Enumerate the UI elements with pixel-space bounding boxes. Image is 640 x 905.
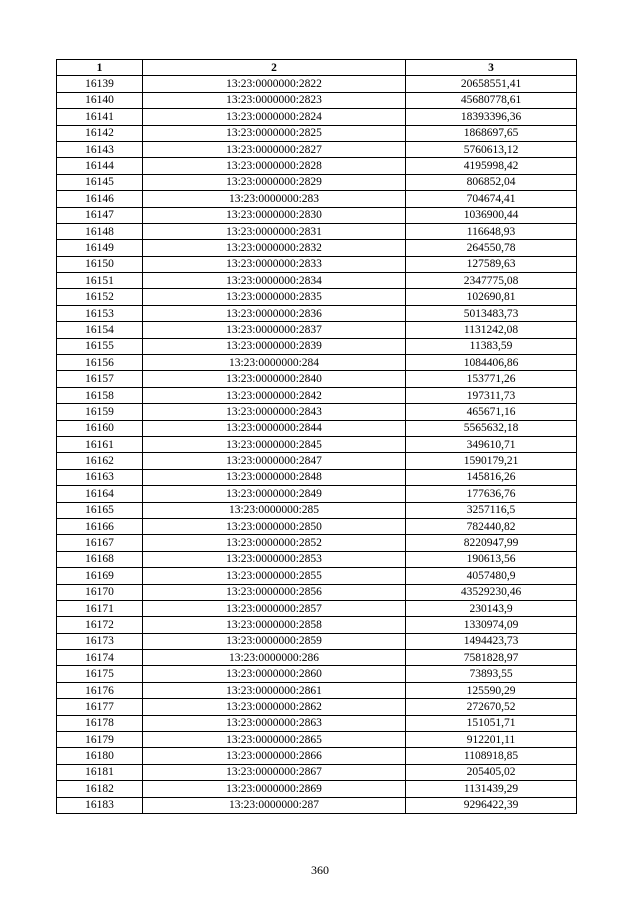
cadastral-number-cell: 13:23:0000000:2853 (143, 551, 406, 567)
value-cell: 1494423,73 (406, 633, 577, 649)
table-row (57, 518, 577, 534)
cadastral-number-cell: 13:23:0000000:2848 (143, 469, 406, 485)
cadastral-number-cell: 13:23:0000000:2842 (143, 387, 406, 403)
table-row (57, 92, 577, 108)
cadastral-number-cell: 13:23:0000000:2839 (143, 338, 406, 354)
value-cell: 5760613,12 (406, 141, 577, 157)
row-number-cell: 16155 (57, 338, 143, 354)
row-number-cell: 16151 (57, 273, 143, 289)
value-cell: 153771,26 (406, 371, 577, 387)
value-cell: 5565632,18 (406, 420, 577, 436)
value-cell: 7581828,97 (406, 650, 577, 666)
table-row (57, 650, 577, 666)
row-number-cell: 16182 (57, 781, 143, 797)
cadastral-number-cell: 13:23:0000000:2836 (143, 305, 406, 321)
value-cell: 5013483,73 (406, 305, 577, 321)
cadastral-number-cell: 13:23:0000000:2840 (143, 371, 406, 387)
value-cell: 1330974,09 (406, 617, 577, 633)
value-cell: 1131242,08 (406, 322, 577, 338)
row-number-cell: 16169 (57, 568, 143, 584)
cadastral-number-cell: 13:23:0000000:2863 (143, 715, 406, 731)
cadastral-number-cell: 13:23:0000000:2860 (143, 666, 406, 682)
row-number-cell: 16145 (57, 174, 143, 190)
table-row (57, 666, 577, 682)
value-cell: 1590179,21 (406, 453, 577, 469)
table-row (57, 781, 577, 797)
value-cell: 116648,93 (406, 223, 577, 239)
row-number-cell: 16171 (57, 600, 143, 616)
table-row (57, 76, 577, 92)
value-cell: 912201,11 (406, 732, 577, 748)
cadastral-number-cell: 13:23:0000000:2850 (143, 518, 406, 534)
table-row (57, 600, 577, 616)
table-row (57, 535, 577, 551)
row-number-cell: 16181 (57, 764, 143, 780)
row-number-cell: 16176 (57, 682, 143, 698)
value-cell: 2347775,08 (406, 273, 577, 289)
row-number-cell: 16170 (57, 584, 143, 600)
cadastral-number-cell: 13:23:0000000:2867 (143, 764, 406, 780)
table-row (57, 256, 577, 272)
row-number-cell: 16179 (57, 732, 143, 748)
row-number-cell: 16152 (57, 289, 143, 305)
value-cell: 20658551,41 (406, 76, 577, 92)
cadastral-number-cell: 13:23:0000000:2856 (143, 584, 406, 600)
value-cell: 45680778,61 (406, 92, 577, 108)
row-number-cell: 16146 (57, 191, 143, 207)
cadastral-number-cell: 13:23:0000000:2869 (143, 781, 406, 797)
value-cell: 806852,04 (406, 174, 577, 190)
header-row (57, 60, 577, 76)
row-number-cell: 16139 (57, 76, 143, 92)
column-header-1: 1 (57, 60, 143, 76)
value-cell: 11383,59 (406, 338, 577, 354)
row-number-cell: 16183 (57, 797, 143, 813)
cadastral-number-cell: 13:23:0000000:2822 (143, 76, 406, 92)
value-cell: 1108918,85 (406, 748, 577, 764)
value-cell: 145816,26 (406, 469, 577, 485)
value-cell: 465671,16 (406, 404, 577, 420)
cadastral-number-cell: 13:23:0000000:2835 (143, 289, 406, 305)
value-cell: 1131439,29 (406, 781, 577, 797)
table-row (57, 715, 577, 731)
table-row (57, 732, 577, 748)
value-cell: 264550,78 (406, 240, 577, 256)
column-header-2: 2 (143, 60, 406, 76)
row-number-cell: 16148 (57, 223, 143, 239)
table-row (57, 109, 577, 125)
table-row (57, 240, 577, 256)
row-number-cell: 16174 (57, 650, 143, 666)
cadastral-number-cell: 13:23:0000000:2827 (143, 141, 406, 157)
row-number-cell: 16178 (57, 715, 143, 731)
value-cell: 1084406,86 (406, 355, 577, 371)
cadastral-number-cell: 13:23:0000000:2825 (143, 125, 406, 141)
value-cell: 3257116,5 (406, 502, 577, 518)
row-number-cell: 16180 (57, 748, 143, 764)
cadastral-number-cell: 13:23:0000000:2824 (143, 109, 406, 125)
cadastral-number-cell: 13:23:0000000:2862 (143, 699, 406, 715)
table-body (57, 76, 577, 814)
cadastral-number-cell: 13:23:0000000:2866 (143, 748, 406, 764)
data-table (56, 59, 577, 814)
cadastral-number-cell: 13:23:0000000:2829 (143, 174, 406, 190)
table-row (57, 551, 577, 567)
table-row (57, 305, 577, 321)
value-cell: 9296422,39 (406, 797, 577, 813)
row-number-cell: 16157 (57, 371, 143, 387)
table-row (57, 404, 577, 420)
table-row (57, 748, 577, 764)
cadastral-number-cell: 13:23:0000000:2861 (143, 682, 406, 698)
row-number-cell: 16143 (57, 141, 143, 157)
table-row (57, 420, 577, 436)
row-number-cell: 16147 (57, 207, 143, 223)
row-number-cell: 16166 (57, 518, 143, 534)
row-number-cell: 16161 (57, 436, 143, 452)
value-cell: 8220947,99 (406, 535, 577, 551)
value-cell: 4057480,9 (406, 568, 577, 584)
cadastral-number-cell: 13:23:0000000:2837 (143, 322, 406, 338)
value-cell: 43529230,46 (406, 584, 577, 600)
cadastral-number-cell: 13:23:0000000:2849 (143, 486, 406, 502)
value-cell: 102690,81 (406, 289, 577, 305)
table-row (57, 436, 577, 452)
table-row (57, 371, 577, 387)
row-number-cell: 16168 (57, 551, 143, 567)
table-row (57, 469, 577, 485)
row-number-cell: 16149 (57, 240, 143, 256)
cadastral-number-cell: 13:23:0000000:2834 (143, 273, 406, 289)
value-cell: 272670,52 (406, 699, 577, 715)
cadastral-number-cell: 13:23:0000000:286 (143, 650, 406, 666)
table-row (57, 584, 577, 600)
table-row (57, 191, 577, 207)
row-number-cell: 16159 (57, 404, 143, 420)
row-number-cell: 16172 (57, 617, 143, 633)
table-row (57, 141, 577, 157)
table-row (57, 125, 577, 141)
table-row (57, 453, 577, 469)
cadastral-number-cell: 13:23:0000000:2857 (143, 600, 406, 616)
value-cell: 205405,02 (406, 764, 577, 780)
row-number-cell: 16173 (57, 633, 143, 649)
table-row (57, 273, 577, 289)
cadastral-number-cell: 13:23:0000000:287 (143, 797, 406, 813)
value-cell: 782440,82 (406, 518, 577, 534)
row-number-cell: 16160 (57, 420, 143, 436)
table-row (57, 617, 577, 633)
cadastral-number-cell: 13:23:0000000:2865 (143, 732, 406, 748)
row-number-cell: 16158 (57, 387, 143, 403)
cadastral-number-cell: 13:23:0000000:2859 (143, 633, 406, 649)
table-row (57, 682, 577, 698)
row-number-cell: 16165 (57, 502, 143, 518)
table-row (57, 502, 577, 518)
cadastral-number-cell: 13:23:0000000:2830 (143, 207, 406, 223)
cadastral-number-cell: 13:23:0000000:2832 (143, 240, 406, 256)
value-cell: 349610,71 (406, 436, 577, 452)
row-number-cell: 16150 (57, 256, 143, 272)
column-header-3: 3 (406, 60, 577, 76)
cadastral-number-cell: 13:23:0000000:2844 (143, 420, 406, 436)
table-row (57, 764, 577, 780)
row-number-cell: 16156 (57, 355, 143, 371)
cadastral-number-cell: 13:23:0000000:2843 (143, 404, 406, 420)
table-row (57, 174, 577, 190)
table-row (57, 289, 577, 305)
cadastral-number-cell: 13:23:0000000:2845 (143, 436, 406, 452)
table-row (57, 568, 577, 584)
row-number-cell: 16144 (57, 158, 143, 174)
cadastral-number-cell: 13:23:0000000:2833 (143, 256, 406, 272)
row-number-cell: 16141 (57, 109, 143, 125)
table-header (57, 60, 577, 76)
cadastral-number-cell: 13:23:0000000:2858 (143, 617, 406, 633)
cadastral-number-cell: 13:23:0000000:283 (143, 191, 406, 207)
value-cell: 190613,56 (406, 551, 577, 567)
table-row (57, 223, 577, 239)
row-number-cell: 16163 (57, 469, 143, 485)
value-cell: 127589,63 (406, 256, 577, 272)
table-row (57, 797, 577, 813)
table-row (57, 207, 577, 223)
value-cell: 1036900,44 (406, 207, 577, 223)
row-number-cell: 16167 (57, 535, 143, 551)
value-cell: 73893,55 (406, 666, 577, 682)
cadastral-number-cell: 13:23:0000000:2855 (143, 568, 406, 584)
value-cell: 704674,41 (406, 191, 577, 207)
row-number-cell: 16153 (57, 305, 143, 321)
value-cell: 151051,71 (406, 715, 577, 731)
cadastral-number-cell: 13:23:0000000:2828 (143, 158, 406, 174)
table-row (57, 158, 577, 174)
cadastral-number-cell: 13:23:0000000:2831 (143, 223, 406, 239)
row-number-cell: 16177 (57, 699, 143, 715)
value-cell: 197311,73 (406, 387, 577, 403)
row-number-cell: 16162 (57, 453, 143, 469)
table-row (57, 699, 577, 715)
table-row (57, 387, 577, 403)
table-row (57, 322, 577, 338)
cadastral-number-cell: 13:23:0000000:285 (143, 502, 406, 518)
row-number-cell: 16140 (57, 92, 143, 108)
value-cell: 4195998,42 (406, 158, 577, 174)
row-number-cell: 16154 (57, 322, 143, 338)
value-cell: 177636,76 (406, 486, 577, 502)
row-number-cell: 16164 (57, 486, 143, 502)
value-cell: 18393396,36 (406, 109, 577, 125)
cadastral-number-cell: 13:23:0000000:2847 (143, 453, 406, 469)
row-number-cell: 16175 (57, 666, 143, 682)
cadastral-number-cell: 13:23:0000000:2852 (143, 535, 406, 551)
cadastral-number-cell: 13:23:0000000:2823 (143, 92, 406, 108)
row-number-cell: 16142 (57, 125, 143, 141)
table-row (57, 355, 577, 371)
value-cell: 230143,9 (406, 600, 577, 616)
value-cell: 1868697,65 (406, 125, 577, 141)
table-row (57, 486, 577, 502)
table-row (57, 338, 577, 354)
table-row (57, 633, 577, 649)
cadastral-number-cell: 13:23:0000000:284 (143, 355, 406, 371)
value-cell: 125590,29 (406, 682, 577, 698)
page-number: 360 (311, 863, 329, 877)
